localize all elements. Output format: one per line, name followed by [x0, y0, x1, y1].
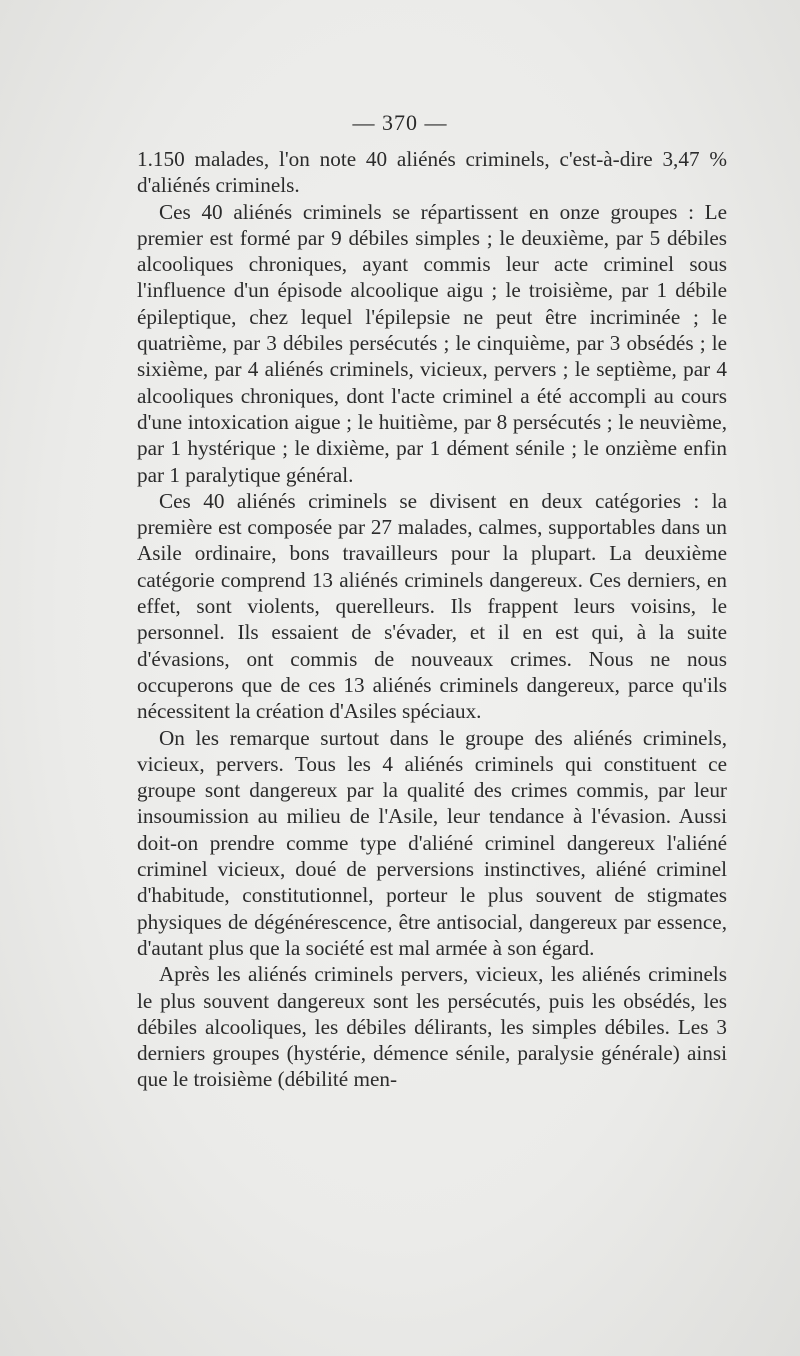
paragraph: Ces 40 aliénés criminels se répartissent en onze groupes : Le premier est formé par 9 débiles simples ; le deuxième, par 5 débiles alcooliques chroniques, ayant commis leur acte criminel sous l'influence d'un épisode alcoolique aigu ; le troisième, par 1 débile épileptique, chez lequel l'épilepsie ne peut être incriminée ; le quatrième, par 3 débiles persécutés ; le cinquième, par 3 obsédés ; le sixième, par 4 aliénés criminels, vicieux, pervers ; le septième, par 4 alcooliques chroniques, dont l'acte criminel a été accompli au cours d'une intoxication aigue ; le huitième, par 8 persécutés ; le neuvième, par 1 hystérique ; le dixième, par 1 dément sénile ; le onzième enfin par 1 paralytique général.	[137, 199, 727, 487]
paragraph: On les remarque surtout dans le groupe des aliénés criminels, vicieux, pervers. Tous les 4 aliénés criminels qui constituent ce groupe sont dangereux par la qualité des crimes commis, par leur insoumission au milieu de l'Asile, leur tendance à l'évasion. Aussi doit-on prendre comme type d'aliéné criminel dangereux l'aliéné criminel vicieux, doué de perversions instinctives, aliéné criminel d'habitude, constitutionnel, porteur le plus souvent de stigmates physiques de dégénérescence, être antisocial, dangereux par essence, d'autant plus que la société est mal armée à son égard.	[137, 725, 727, 960]
page-number: — 370 —	[352, 110, 448, 135]
paragraph: Ces 40 aliénés criminels se divisent en deux catégories : la première est composée par 27 malades, calmes, supportables dans un Asile ordinaire, bons travailleurs pour la plupart. La deuxième catégorie comprend 13 aliénés criminels dangereux. Ces derniers, en effet, sont violents, querelleurs. Ils frappent leurs voisins, le personnel. Ils essaient de s'évader, et il en est qui, à la suite d'évasions, ont commis de nouveaux crimes. Nous ne nous occuperons que de ces 13 aliénés criminels dangereux, parce qu'ils nécessitent la création d'Asiles spéciaux.	[137, 488, 727, 724]
body-text	[137, 146, 727, 1093]
paragraph: Après les aliénés criminels pervers, vicieux, les aliénés criminels le plus souvent dangereux sont les persécutés, puis les obsédés, les débiles alcooliques, les débiles délirants, les simples débiles. Les 3 derniers groupes (hystérie, démence sénile, paralysie générale) ainsi que le troisième (débilité men-	[137, 962, 727, 1092]
paragraph: 1.150 malades, l'on note 40 aliénés criminels, c'est-à-dire 3,47 % d'aliénés criminels.	[137, 147, 727, 198]
